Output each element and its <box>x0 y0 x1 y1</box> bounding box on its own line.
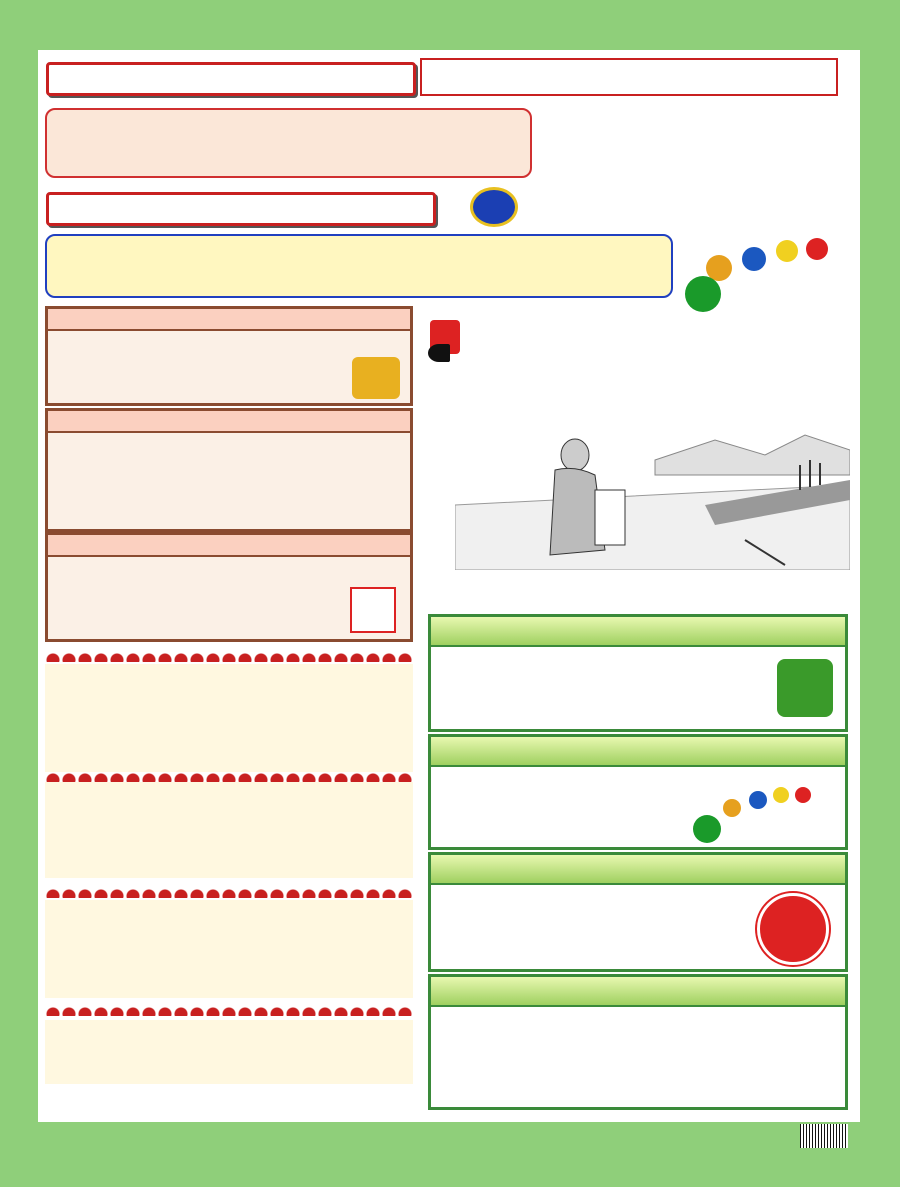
money-hand-icon <box>777 659 833 717</box>
poem-box <box>45 108 532 178</box>
gold-tail-section <box>428 974 848 1110</box>
kill-five-section <box>45 306 413 406</box>
kill-one-section <box>45 408 413 532</box>
gold-tail-title <box>431 977 845 1007</box>
border-left <box>10 40 40 1130</box>
wave-divider <box>45 1000 413 1016</box>
footer-warning <box>38 1152 798 1180</box>
gold-five-title <box>431 855 845 885</box>
lottery-ball-icon <box>776 240 798 262</box>
three-head-section <box>45 1020 413 1084</box>
gold-wave-section <box>428 734 848 850</box>
lottery-ball-icon <box>723 799 741 817</box>
special-section <box>45 900 413 998</box>
gold-zodiac-title <box>431 617 845 647</box>
border-right <box>858 40 888 1130</box>
lottery-ball-icon <box>685 276 721 312</box>
wave-divider <box>45 646 413 662</box>
kill-five-title <box>48 309 410 331</box>
lottery-ball-icon <box>806 238 828 260</box>
lottery-ball-icon <box>742 247 766 271</box>
four-char-section <box>45 532 413 642</box>
element-section <box>45 782 413 878</box>
header-mid-title <box>46 192 436 226</box>
lottery-ball-icon <box>749 791 767 809</box>
lottery-ball-icon <box>773 787 789 803</box>
header-right-title-box <box>420 58 838 96</box>
ewin-logo <box>352 357 400 399</box>
lottery-ball-icon <box>795 787 811 803</box>
riddle-picture <box>455 365 850 570</box>
inside-stamp <box>350 587 396 633</box>
four-char-title <box>48 535 410 557</box>
pointing-hand-icon <box>428 344 450 362</box>
barcode <box>800 1124 848 1148</box>
poem-line <box>47 110 530 113</box>
hk-emblem-icon <box>757 893 829 965</box>
gold-five-section <box>428 852 848 972</box>
buy-box <box>45 234 673 298</box>
border-bottom <box>0 1120 900 1150</box>
kill-one-title <box>48 411 410 433</box>
gold-wave-title <box>431 737 845 767</box>
wave-divider <box>45 766 413 782</box>
hkjc-emblem-icon <box>470 187 518 227</box>
wave-divider <box>45 882 413 898</box>
gold-zodiac-section <box>428 614 848 732</box>
lottery-ball-icon <box>693 815 721 843</box>
buy-line <box>47 236 671 238</box>
header-left-title <box>46 62 416 96</box>
tail-section <box>45 664 413 772</box>
border-top <box>0 20 900 50</box>
